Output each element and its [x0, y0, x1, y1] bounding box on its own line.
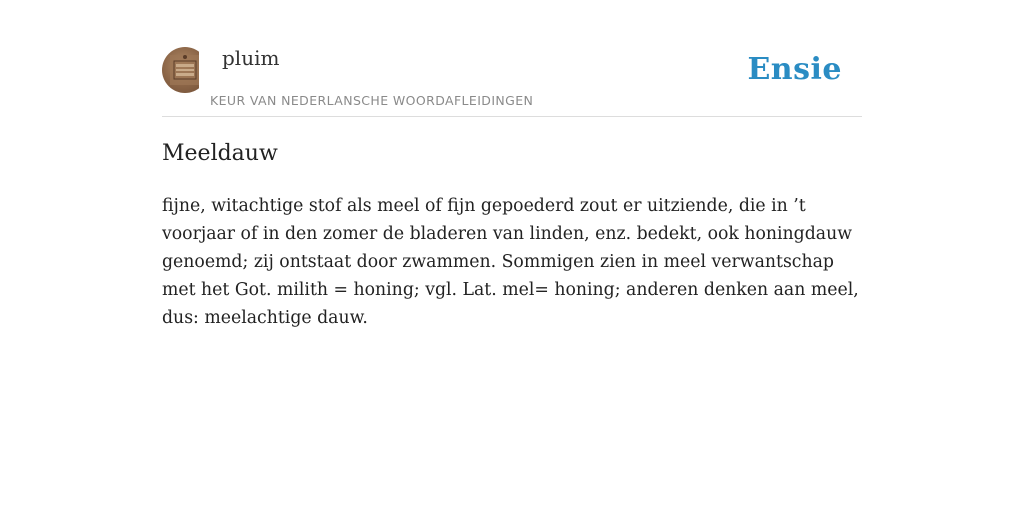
username-link[interactable]: pluim — [222, 46, 280, 70]
entry-title: Meeldauw — [162, 141, 278, 166]
entry-definition: fijne, witachtige stof als meel of fijn gepoederd zout er uitziende, die in ’t voorjaar of in den zomer de bladeren van linden, enz. bedekt, ook honingdauw genoemd; zij ontstaat door zwammen. Sommigen zien in meel verwantschap met het Got. milith = honing; vgl. Lat. mel= honing; anderen denken aan meel, dus: meelachtige dauw. — [162, 196, 859, 328]
source-label[interactable]: KEUR VAN NEDERLANSCHE WOORDAFLEIDINGEN — [210, 93, 534, 108]
entry-header — [162, 0, 862, 117]
avatar-mask — [199, 44, 213, 96]
ensie-logo[interactable]: Ensie — [747, 52, 842, 87]
